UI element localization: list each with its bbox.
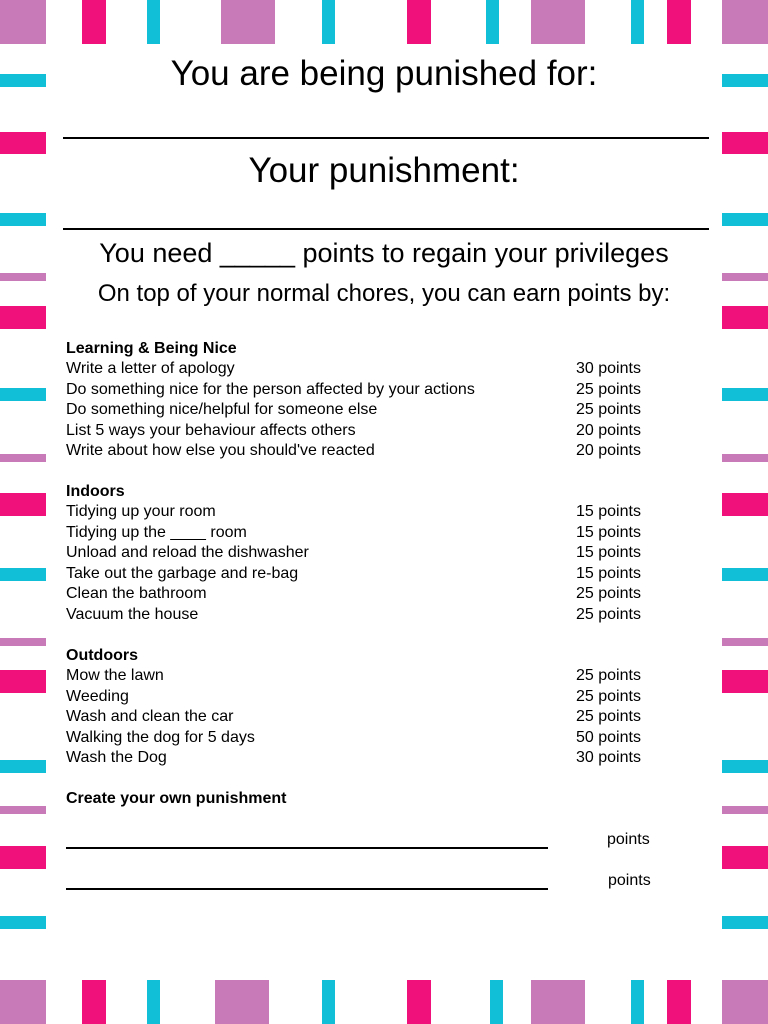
border-block [631, 0, 644, 44]
item-points: 25 points [576, 401, 641, 418]
item-points: 15 points [576, 524, 641, 541]
item-label: Write a letter of apology [66, 360, 235, 377]
item-label: Write about how else you should've reacted [66, 442, 375, 459]
border-block [0, 806, 46, 814]
item-points: 15 points [576, 565, 641, 582]
intro-text: On top of your normal chores, you can earn points by: [97, 280, 671, 307]
item-label: Take out the garbage and re-bag [66, 565, 299, 582]
border-block [0, 670, 46, 693]
border-block [722, 980, 768, 1024]
border-block [667, 0, 691, 44]
border-block [407, 980, 431, 1024]
item-label: Vacuum the house [66, 606, 199, 623]
border-block [0, 306, 46, 329]
item-points: 20 points [576, 442, 641, 459]
custom-fill-line[interactable] [66, 847, 548, 849]
item-points: 20 points [576, 422, 641, 439]
border-block [722, 213, 768, 226]
border-block [631, 980, 644, 1024]
border-block [722, 670, 768, 693]
item-points: 25 points [576, 667, 641, 684]
border-block [722, 806, 768, 814]
border-block [0, 568, 46, 581]
offense-fill-line[interactable] [63, 137, 709, 139]
item-points: 15 points [576, 503, 641, 520]
border-block [0, 916, 46, 929]
page-title: You are being punished for: [170, 54, 598, 93]
item-points: 50 points [576, 729, 641, 746]
border-block [0, 980, 46, 1024]
border-block [147, 980, 160, 1024]
item-points: 15 points [576, 544, 641, 561]
custom-points-label: points [608, 872, 651, 889]
border-block [82, 980, 106, 1024]
item-label: Mow the lawn [66, 667, 164, 684]
border-block [667, 980, 691, 1024]
border-block [0, 846, 46, 869]
border-block [0, 213, 46, 226]
border-block [0, 454, 46, 462]
section-title: Indoors [66, 483, 125, 500]
item-points: 25 points [576, 688, 641, 705]
custom-fill-line[interactable] [66, 888, 548, 890]
item-label: Weeding [66, 688, 129, 705]
border-block [0, 638, 46, 646]
border-block [722, 760, 768, 773]
border-block [722, 132, 768, 154]
border-block [215, 980, 269, 1024]
border-block [0, 388, 46, 401]
punishment-fill-line[interactable] [63, 228, 709, 230]
border-block [322, 980, 335, 1024]
border-block [0, 493, 46, 516]
border-block [0, 273, 46, 281]
item-label: Tidying up the ____ room [66, 524, 247, 541]
border-block [722, 638, 768, 646]
border-block [82, 0, 106, 44]
item-label: Do something nice/helpful for someone else [66, 401, 378, 418]
border-block [322, 0, 335, 44]
border-block [147, 0, 160, 44]
item-label: Wash and clean the car [66, 708, 234, 725]
border-block [722, 0, 768, 44]
custom-points-label: points [607, 831, 650, 848]
item-label: Tidying up your room [66, 503, 216, 520]
border-block [0, 760, 46, 773]
item-label: Clean the bathroom [66, 585, 207, 602]
item-points: 25 points [576, 585, 641, 602]
border-block [490, 980, 503, 1024]
border-block [722, 273, 768, 281]
border-block [722, 916, 768, 929]
item-label: Do something nice for the person affected by your actions [66, 381, 475, 398]
item-points: 25 points [576, 708, 641, 725]
border-block [722, 306, 768, 329]
item-points: 25 points [576, 606, 641, 623]
border-block [722, 846, 768, 869]
section-title: Outdoors [66, 647, 138, 664]
border-block [722, 493, 768, 516]
item-points: 25 points [576, 381, 641, 398]
border-block [221, 0, 275, 44]
punishment-heading: Your punishment: [248, 151, 520, 190]
border-block [0, 0, 46, 44]
item-label: Unload and reload the dishwasher [66, 544, 309, 561]
item-points: 30 points [576, 749, 641, 766]
item-label: Wash the Dog [66, 749, 167, 766]
border-block [722, 568, 768, 581]
section-title: Create your own punishment [66, 790, 287, 807]
border-block [0, 132, 46, 154]
border-block [531, 0, 585, 44]
border-block [722, 454, 768, 462]
border-block [486, 0, 499, 44]
item-points: 30 points [576, 360, 641, 377]
points-needed-text: You need _____ points to regain your privileges [99, 238, 669, 268]
section-title: Learning & Being Nice [66, 340, 237, 357]
border-block [722, 388, 768, 401]
border-block [531, 980, 585, 1024]
item-label: Walking the dog for 5 days [66, 729, 255, 746]
item-label: List 5 ways your behaviour affects others [66, 422, 356, 439]
border-block [407, 0, 431, 44]
